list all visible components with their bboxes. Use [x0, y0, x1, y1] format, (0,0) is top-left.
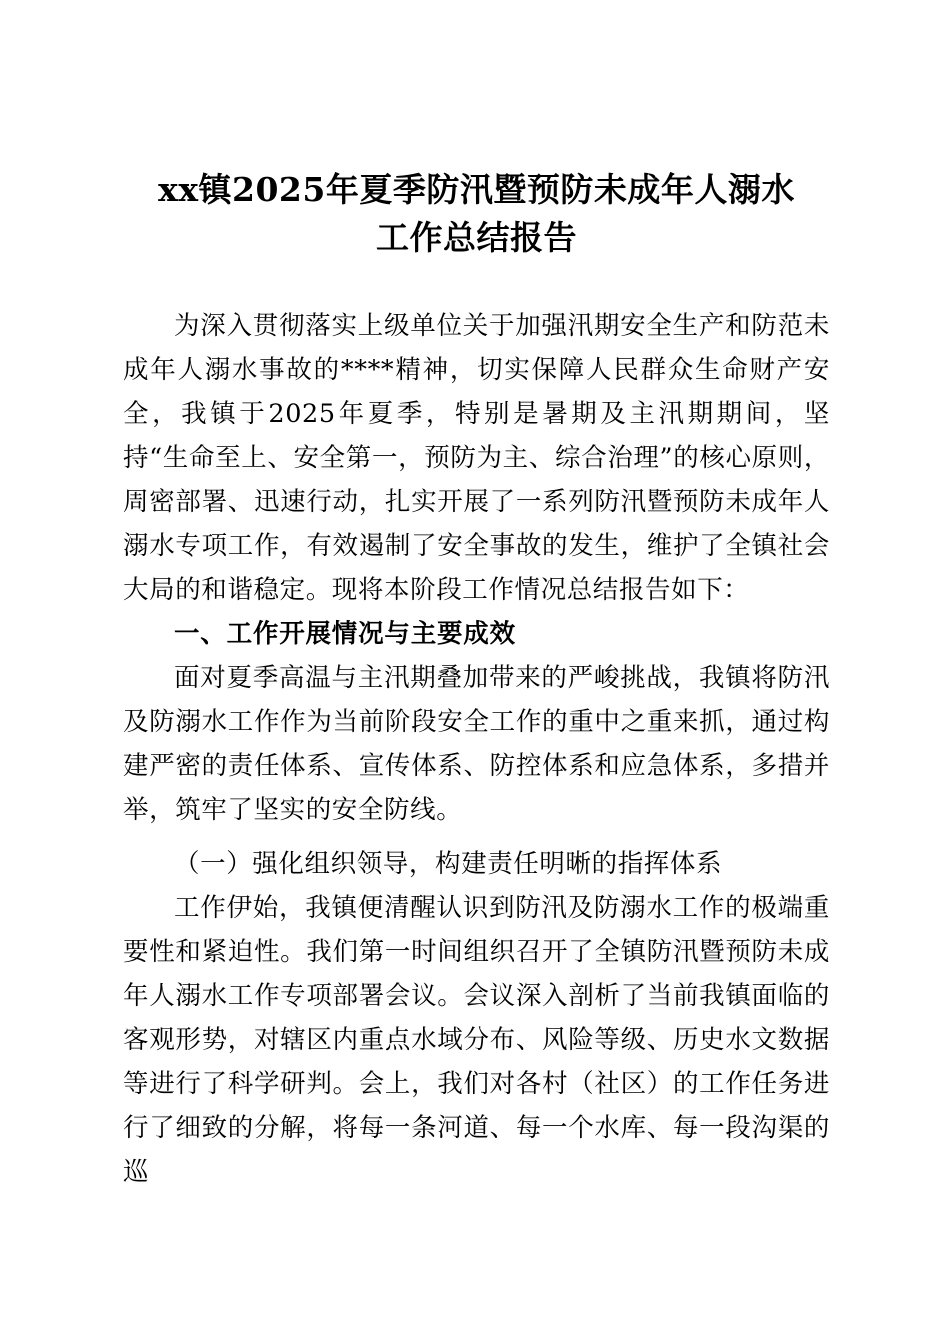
document-title-line-1: xx镇2025年夏季防汛暨预防未成年人溺水 [158, 170, 795, 209]
body-paragraph-1: 为深入贯彻落实上级单位关于加强汛期安全生产和防范未成年人溺水事故的****精神，切实保障人民群众生命财产安全，我镇于2025年夏季，特别是暑期及主汛期期间，坚持“生命至上、安全第一，预防为主、综合治理”的核心原则，周密部署、迅速行动，扎实开展了一系列防汛暨预防未成年人溺水专项工作，有效遏制了安全事故的发生，维护了全镇社会大局的和谐稳定。现将本阶段工作情况总结报告如下： [123, 311, 830, 605]
document-title-line-2: 工作总结报告 [376, 218, 577, 257]
document-title [123, 0, 830, 262]
subsection-spacer [123, 832, 830, 842]
body-paragraph-2: 面对夏季高温与主汛期叠加带来的严峻挑战，我镇将防汛及防溺水工作作为当前阶段安全工作的重中之重来抓，通过构建严密的责任体系、宣传体系、防控体系和应急体系，多措并举，筑牢了坚实的安全防线。 [123, 663, 830, 825]
subsection-heading-1: （一）强化组织领导，构建责任明晰的指挥体系 [174, 849, 723, 879]
section-heading-1: 一、工作开展情况与主要成效 [174, 619, 516, 649]
document-content-column [123, 0, 830, 1194]
body-paragraph-3: 工作伊始，我镇便清醒认识到防汛及防溺水工作的极端重要性和紧迫性。我们第一时间组织召开了全镇防汛暨预防未成年人溺水工作专项部署会议。会议深入剖析了当前我镇面临的客观形势，对辖区内重点水域分布、风险等级、历史水文数据等进行了科学研判。会上，我们对各村（社区）的工作任务进行了细致的分解，将每一条河道、每一个水库、每一段沟渠的巡 [123, 893, 830, 1187]
